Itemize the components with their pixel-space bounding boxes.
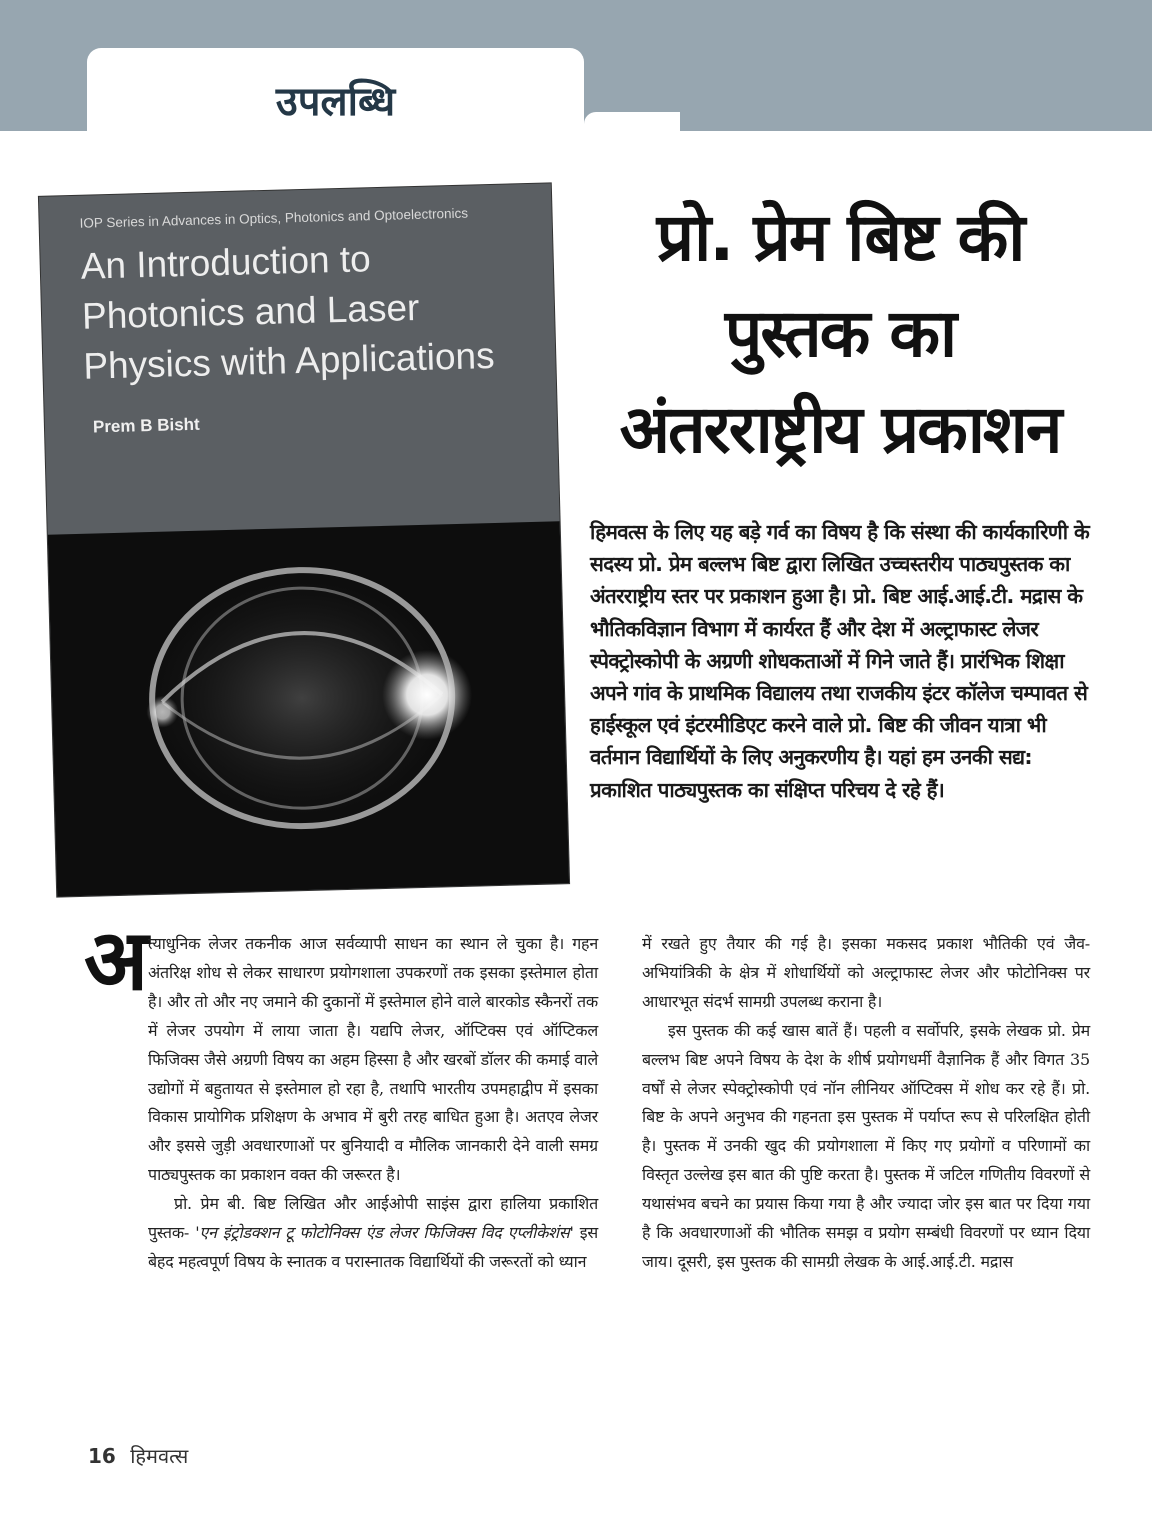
article-intro: हिमवत्स के लिए यह बड़े गर्व का विषय है कि संस्था की कार्यकारिणी के सदस्य प्रो. प्रेम बल्लभ बिष्ट द्वारा लिखित उच्चस्तरीय पाठ्यपुस्तक का अंतरराष्ट्रीय स्तर पर प्रकाशन हुआ है। प्रो. बिष्ट आई.आई.टी. मद्रास के भौतिकविज्ञान विभाग में कार्यरत हैं और देश में अल्ट्राफास्ट लेजर स्पेक्ट्रोस्कोपी के अग्रणी शोधकताओं में गिने जाते हैं। प्रारंभिक शिक्षा अपने गांव के प्राथमिक विद्यालय तथा राजकीय इंटर कॉलेज चम्पावत से हाईस्कूल एवं इंटरमीडिएट करने वाले प्रो. बिष्ट की जीवन यात्रा भी वर्तमान विद्यार्थियों के लिए अनुकरणीय है। यहां हम उनकी सद्य: प्रकाशित पाठ्यपुस्तक का संक्षिप्त परिचय दे रहे हैं।: [590, 520, 1090, 802]
body-paragraph: इस पुस्तक की कई खास बातें हैं। पहली व सर्वोपरि, इसके लेखक प्रो. प्रेम बल्लभ बिष्ट अपने विषय के देश के शीर्ष प्रयोगधर्मी वैज्ञानिक हैं और विगत 35 वर्षों से लेजर स्पेक्ट्रोस्कोपी एवं नॉन लीनियर ऑप्टिक्स में शोध कर रहे हैं। प्रो. बिष्ट के अपने अनुभव की गहनता इस पुस्तक में पर्याप्त रूप से परिलक्षित होती है। पुस्तक में उनकी खुद की प्रयोगशाला में किए गए प्रयोगों व परिणामों का विस्तृत उल्लेख इस बात की पुष्टि करता है। पुस्तक में जटिल गणितीय विवरणों से यथासंभव बचने का प्रयास किया गया है और ज्यादा जोर इस बात पर दिया गया है कि अवधारणाओं की भौतिक समझ व प्रयोग सम्बंधी विवरणों पर ध्यान दिया जाय। दूसरी, इस पुस्तक की सामग्री लेखक के आई.आई.टी. मद्रास: [642, 1020, 1090, 1271]
page-number: 16: [88, 1444, 116, 1468]
section-tab-notch: [584, 112, 680, 131]
paragraph-text: प्रो. प्रेम बी. बिष्ट लिखित और आईओपी साइंस द्वारा हालिया प्रकाशित पुस्तक-: [148, 1194, 598, 1243]
cover-laser-ring-art: [48, 521, 569, 896]
body-paragraph: [148, 930, 598, 1190]
article-headline: [560, 190, 1120, 478]
headline-line: पुस्तक का: [724, 295, 956, 372]
cover-title-line: An Introduction to: [80, 238, 372, 287]
headline-line: प्रो. प्रेम बिष्ट की: [656, 199, 1024, 276]
headline-line: अंतरराष्ट्रीय प्रकाशन: [619, 391, 1061, 468]
cover-title-line: Physics with Applications: [82, 334, 496, 387]
body-column-right: [642, 930, 1090, 1277]
body-column-left: [148, 930, 598, 1277]
page-footer: [88, 1442, 188, 1469]
cover-title: [80, 230, 534, 392]
section-label: उपलब्धि: [275, 79, 396, 125]
paragraph-text: त्याधुनिक लेजर तकनीक आज सर्वव्यापी साधन का स्थान ले चुका है। गहन अंतरिक्ष शोध से लेकर साधारण प्रयोगशाला उपकरणों तक इसका इस्तेमाल होता है। और तो: [148, 934, 598, 1011]
cover-title-line: Photonics and Laser: [81, 286, 420, 337]
cover-series-text: IOP Series in Advances in Optics, Photonics and Optoelectronics: [79, 205, 469, 231]
paragraph-text: और नए जमाने की दुकानों में इस्तेमाल होने वाले बारकोड स्कैनरों तक में लेजर उपयोग में लाया जाता है। यद्यपि लेजर, ऑप्टिक्स एवं ऑप्टिकल फिजिक्स जैसे अग्रणी विषय का अहम हिस्सा है और खरबों डॉलर की कमाई वाले उद्योगों में बहुतायत से इस्तेमाल हो रहा है, तथापि भारतीय उपमहाद्वीप में इसका विकास प्रायोगिक प्रशिक्षण के अभाव में बुरी तरह बाधित हुआ है। अतएव लेजर और इससे जुड़ी अवधारणाओं पर बुनियादी व मौलिक जानकारी देने वाली समग्र पाठ्यपुस्तक का प्रकाशन वक्त की जरूरत है।: [148, 991, 598, 1185]
book-cover-image: [39, 183, 569, 896]
cover-author: Prem B Bisht: [92, 414, 200, 437]
book-title-quote: 'एन इंट्रोडक्शन टू फोटोनिक्स एंड लेजर फिजिक्स विद एप्लीकेशंस': [195, 1223, 574, 1243]
paragraph-text: इस बेहद महत्वपूर्ण विषय के स्नातक व परास्नातक विद्यार्थियों की जरूरतों को ध्यान: [148, 1223, 598, 1271]
body-paragraph: [148, 1190, 598, 1277]
magazine-name: हिमवत्स: [130, 1444, 189, 1468]
drop-cap: अ: [84, 911, 149, 1009]
body-paragraph: में रखते हुए तैयार की गई है। इसका मकसद प्रकाश भौतिकी एवं जैव-अभियांत्रिकी के क्षेत्र में शोधार्थियों को अल्ट्राफास्ट लेजर और फोटोनिक्स पर आधारभूत संदर्भ सामग्री उपलब्ध कराना है।: [642, 934, 1090, 1011]
